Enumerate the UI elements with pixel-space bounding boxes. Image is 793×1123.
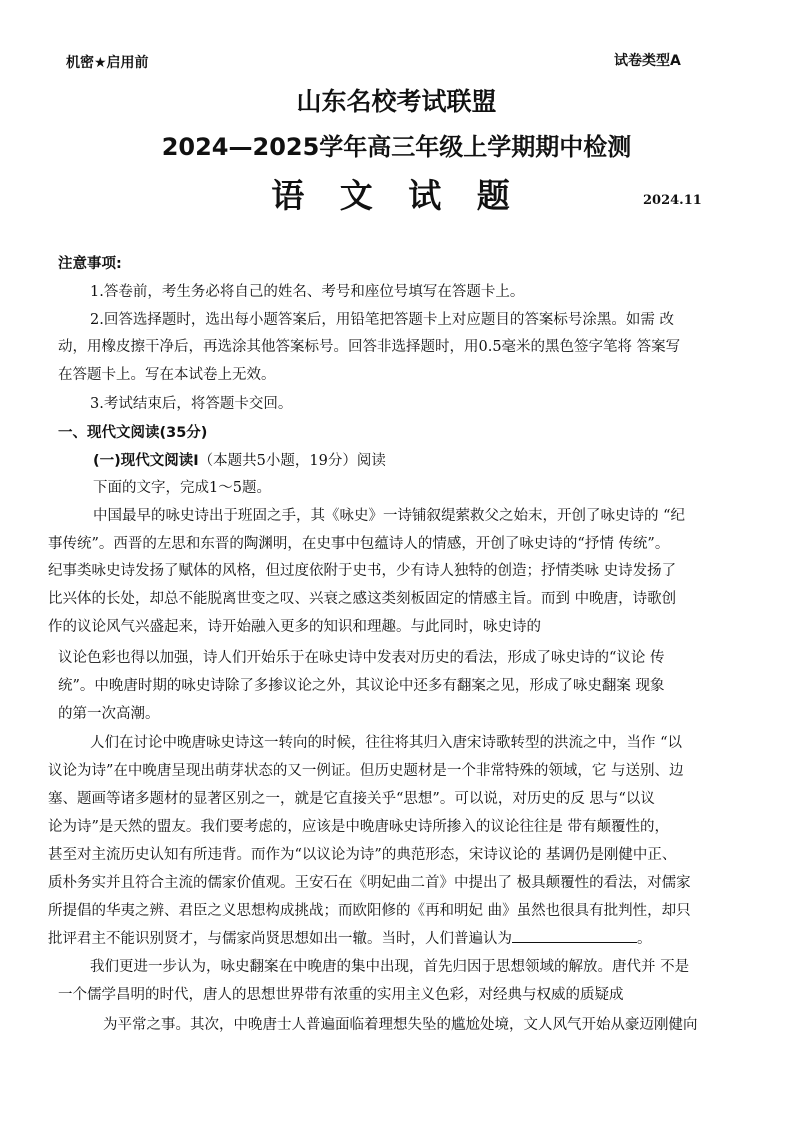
passage-line: 一个儒学昌明的时代，唐人的思想世界带有浓重的实用主义色彩，对经典与权威的质疑成 (58, 987, 624, 1003)
passage-line: 质朴务实并且符合主流的儒家价值观。王安石在《明妃曲二首》中提出了 极具颠覆性的看法，对儒家 (48, 875, 691, 891)
passage-line: 比兴体的长处，却总不能脱离世变之叹、兴衰之感这类刻板固定的情感主旨。而到 中晚唐，诗歌创 (48, 591, 677, 607)
exam-name-title: 2024—2025学年高三年级上学期期中检测 (161, 133, 632, 161)
exam-organizer-title: 山东名校考试联盟 (296, 87, 497, 116)
exam-date: 2024.11 (643, 193, 702, 208)
passage-line: 的第一次高潮。 (58, 706, 160, 722)
confidential-label: 机密★启用前 (66, 55, 149, 71)
notice-line: 2.回答选择题时，选出每小题答案后，用铅笔把答题卡上对应题目的答案标号涂黑。如需 改 (90, 312, 674, 328)
passage-line: 中国最早的咏史诗出于班固之手，其《咏史》一诗铺叙缇萦救父之始末，开创了咏史诗的 “纪 (93, 508, 686, 524)
passage-line-with-blank (48, 927, 652, 948)
sub-section-title: (一)现代文阅读I (93, 453, 199, 469)
passage-line: 论为诗”是天然的盟友。我们要考虑的，应该是中晚唐咏史诗所掺入的议论往往是 带有颠覆性的， (48, 819, 670, 835)
passage-line: 塞、题画等诸多题材的显著区别之一，就是它直接关乎“思想”。可以说，对历史的反 思与“以议 (48, 791, 655, 807)
sub-section-note: （本题共5小题，19分）阅读 (198, 453, 386, 469)
passage-line: 议论色彩也得以加强，诗人们开始乐于在咏史诗中发表对历史的看法，形成了咏史诗的“议论 传 (58, 650, 665, 666)
passage-line: 事传统”。西晋的左思和东晋的陶渊明，在史事中包蕴诗人的情感，开创了咏史诗的“抒情 传统”。 (48, 536, 670, 552)
notice-line: 动，用橡皮擦干净后，再选涂其他答案标号。回答非选择题时，用0.5毫米的黑色签字笔将 答案写 (58, 339, 681, 355)
passage-line: 统”。中晚唐时期的咏史诗除了多掺议论之外，其议论中还多有翻案之见，形成了咏史翻案 现象 (58, 678, 665, 694)
passage-line: 议论为诗”在中晚唐呈现出萌芽状态的又一例证。但历史题材是一个非常特殊的领域，它 与送别、边 (48, 763, 684, 779)
passage-line: 所提倡的华夷之辨、君臣之义思想构成挑战；而欧阳修的《再和明妃 曲》虽然也很具有批判性，却只 (48, 903, 691, 919)
passage-line: 纪事类咏史诗发扬了赋体的风格，但过度依附于史书，少有诗人独特的创造；抒情类咏 史诗发扬了 (48, 563, 677, 579)
passage-line-text: 批评君主不能识别贤才，与儒家尚贤思想如出一辙。当时，人们普遍认为 (48, 931, 512, 947)
passage-line: 我们更进一步认为，咏史翻案在中晚唐的集中出现，首先归因于思想领域的解放。唐代并 不是 (90, 959, 690, 975)
notice-heading: 注意事项: (58, 256, 122, 272)
notice-line: 在答题卡上。写在本试卷上无效。 (58, 367, 276, 383)
instruction-text: 下面的文字，完成1～5题。 (93, 480, 271, 496)
notice-line: 1.答卷前，考生务必将自己的姓名、考号和座位号填写在答题卡上。 (90, 284, 525, 300)
notice-line: 3.考试结束后，将答题卡交回。 (90, 396, 293, 412)
passage-line: 人们在讨论中晚唐咏史诗这一转向的时候，往往将其归入唐宋诗歌转型的洪流之中，当作 “以 (90, 735, 683, 751)
subject-title: 语 文 试 题 (271, 176, 522, 215)
passage-line: 作的议论风气兴盛起来，诗开始融入更多的知识和理趣。与此同时，咏史诗的 (48, 619, 541, 635)
paper-type-label: 试卷类型A (614, 53, 681, 69)
passage-line: 为平常之事。其次，中晚唐士人普遍面临着理想失坠的尴尬处境，文人风气开始从豪迈刚健向 (103, 1017, 698, 1033)
section-heading: 一、现代文阅读(35分) (58, 425, 208, 441)
sub-section-heading (93, 449, 386, 470)
passage-end-mark: 。 (637, 931, 652, 947)
answer-blank[interactable] (512, 930, 637, 943)
passage-line: 甚至对主流历史认知有所违背。而作为“以议论为诗”的典范形态，宋诗议论的 基调仍是刚健中正、 (48, 847, 677, 863)
